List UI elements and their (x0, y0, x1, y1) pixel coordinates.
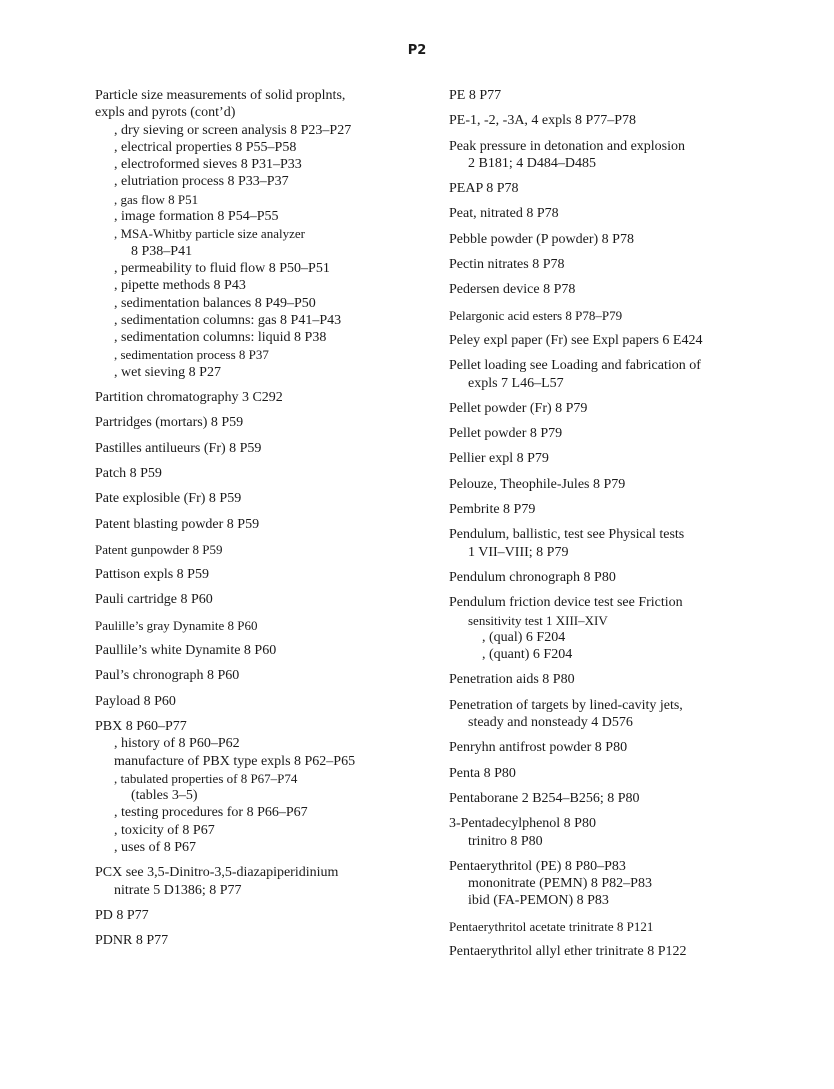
index-subentry: , wet sieving 8 P27 (114, 364, 221, 380)
index-entry: Partridges (mortars) 8 P59 (95, 415, 244, 431)
index-entry: Peley expl paper (Fr) see Expl papers 6 E424 (449, 332, 703, 348)
index-subentry: , toxicity of 8 P67 (114, 822, 215, 838)
index-subentry: nitrate 5 D1386; 8 P77 (114, 882, 242, 898)
index-entry: Pentaerythritol allyl ether trinitrate 8 P122 (449, 943, 687, 959)
index-subentry: , sedimentation columns: gas 8 P41–P43 (114, 312, 342, 328)
index-subentry: , uses of 8 P67 (114, 839, 197, 855)
index-entry: Pentaborane 2 B254–B256; 8 P80 (449, 790, 640, 806)
index-subentry: , MSA-Whitby particle size analyzer (114, 226, 305, 242)
index-subentry: , (quant) 6 F204 (482, 647, 573, 663)
index-subentry: trinitro 8 P80 (468, 833, 543, 849)
index-entry: expls and pyrots (cont’d) (95, 105, 236, 121)
index-entry: PE 8 P77 (449, 88, 502, 103)
index-entry: Penetration aids 8 P80 (449, 672, 575, 688)
index-entry: Pellet powder (Fr) 8 P79 (449, 400, 588, 416)
index-entry: PCX see 3,5-Dinitro-3,5-diazapiperidinium (95, 865, 339, 881)
index-entry: Patent blasting powder 8 P59 (95, 516, 260, 532)
index-subentry: , sedimentation columns: liquid 8 P38 (114, 330, 327, 346)
index-subentry: , tabulated properties of 8 P67–P74 (114, 770, 298, 786)
index-entry: Payload 8 P60 (95, 693, 176, 709)
index-entry: Pembrite 8 P79 (449, 502, 536, 518)
index-subentry: 8 P38–P41 (131, 243, 193, 259)
index-entry: Pendulum friction device test see Friction (449, 595, 683, 611)
index-entry: Pentaerythritol acetate trinitrate 8 P121 (449, 918, 654, 934)
index-entry: PE-1, -2, -3A, 4 expls 8 P77–P78 (449, 113, 637, 129)
index-subentry: , image formation 8 P54–P55 (114, 209, 279, 225)
index-entry: Penta 8 P80 (449, 765, 516, 781)
index-column-right (449, 87, 824, 960)
index-entry: Pellet powder 8 P79 (449, 426, 563, 442)
index-entry: PDNR 8 P77 (95, 933, 169, 949)
index-entry: Particle size measurements of solid proplnts, (95, 88, 346, 103)
index-entry: PEAP 8 P78 (449, 181, 519, 197)
index-subentry: expls 7 L46–L57 (468, 375, 564, 391)
index-entry: Pebble powder (P powder) 8 P78 (449, 231, 634, 247)
index-subentry: steady and nonsteady 4 D576 (468, 715, 633, 731)
index-entry: Peat, nitrated 8 P78 (449, 206, 559, 222)
index-subentry: , history of 8 P60–P62 (114, 736, 240, 752)
index-entry: Paullile’s white Dynamite 8 P60 (95, 643, 277, 659)
index-subentry: , (qual) 6 F204 (482, 629, 566, 645)
index-entry: Patent gunpowder 8 P59 (95, 541, 223, 557)
index-entry: Pedersen device 8 P78 (449, 282, 576, 298)
index-subentry: , elutriation process 8 P33–P37 (114, 174, 289, 190)
index-entry: Pellier expl 8 P79 (449, 451, 549, 467)
index-entry: Pate explosible (Fr) 8 P59 (95, 491, 242, 507)
index-subentry: , dry sieving or screen analysis 8 P23–P27 (114, 122, 352, 138)
index-subentry: 1 VII–VIII; 8 P79 (468, 544, 569, 560)
index-entry: Penetration of targets by lined-cavity jets, (449, 697, 683, 713)
index-entry: Pastilles antilueurs (Fr) 8 P59 (95, 440, 262, 456)
index-entry: Penryhn antifrost powder 8 P80 (449, 740, 628, 756)
index-subentry: sensitivity test 1 XIII–XIV (468, 612, 608, 628)
index-subentry: , pipette methods 8 P43 (114, 278, 246, 294)
index-subentry: ibid (FA-PEMON) 8 P83 (468, 893, 609, 909)
index-entry: Peak pressure in detonation and explosion (449, 138, 686, 154)
index-entry: Pattison expls 8 P59 (95, 567, 209, 583)
index-column-left (95, 87, 425, 949)
index-subentry: , sedimentation balances 8 P49–P50 (114, 295, 316, 311)
index-entry: Paulille’s gray Dynamite 8 P60 (95, 617, 258, 633)
index-subentry: , gas flow 8 P51 (114, 191, 199, 207)
index-entry: Pendulum, ballistic, test see Physical tests (449, 527, 685, 543)
index-entry: Patch 8 P59 (95, 465, 162, 481)
index-entry: PBX 8 P60–P77 (95, 718, 187, 734)
index-subentry: 2 B181; 4 D484–D485 (468, 155, 596, 171)
index-subentry: , electrical properties 8 P55–P58 (114, 139, 297, 155)
index-entry: PD 8 P77 (95, 907, 149, 923)
index-subentry: , testing procedures for 8 P66–P67 (114, 805, 308, 821)
index-entry: Pendulum chronograph 8 P80 (449, 569, 616, 585)
index-subentry: manufacture of PBX type expls 8 P62–P65 (114, 753, 356, 769)
index-entry: Pelargonic acid esters 8 P78–P79 (449, 307, 623, 323)
index-entry: Partition chromatography 3 C292 (95, 390, 283, 406)
index-entry: Pellet loading see Loading and fabrication of (449, 358, 701, 374)
index-entry: Paul’s chronograph 8 P60 (95, 668, 240, 684)
index-subentry: , permeability to fluid flow 8 P50–P51 (114, 260, 330, 276)
index-subentry: mononitrate (PEMN) 8 P82–P83 (468, 876, 652, 892)
index-subentry: , sedimentation process 8 P37 (114, 347, 269, 363)
index-entry: 3-Pentadecylphenol 8 P80 (449, 816, 596, 832)
index-subentry: (tables 3–5) (131, 788, 198, 804)
index-entry: Pectin nitrates 8 P78 (449, 257, 565, 273)
index-subentry: , electroformed sieves 8 P31–P33 (114, 157, 302, 173)
index-entry: Pentaerythritol (PE) 8 P80–P83 (449, 858, 626, 874)
page-header: P2 (407, 43, 427, 58)
index-entry: Pauli cartridge 8 P60 (95, 592, 213, 608)
index-entry: Pelouze, Theophile-Jules 8 P79 (449, 476, 626, 492)
